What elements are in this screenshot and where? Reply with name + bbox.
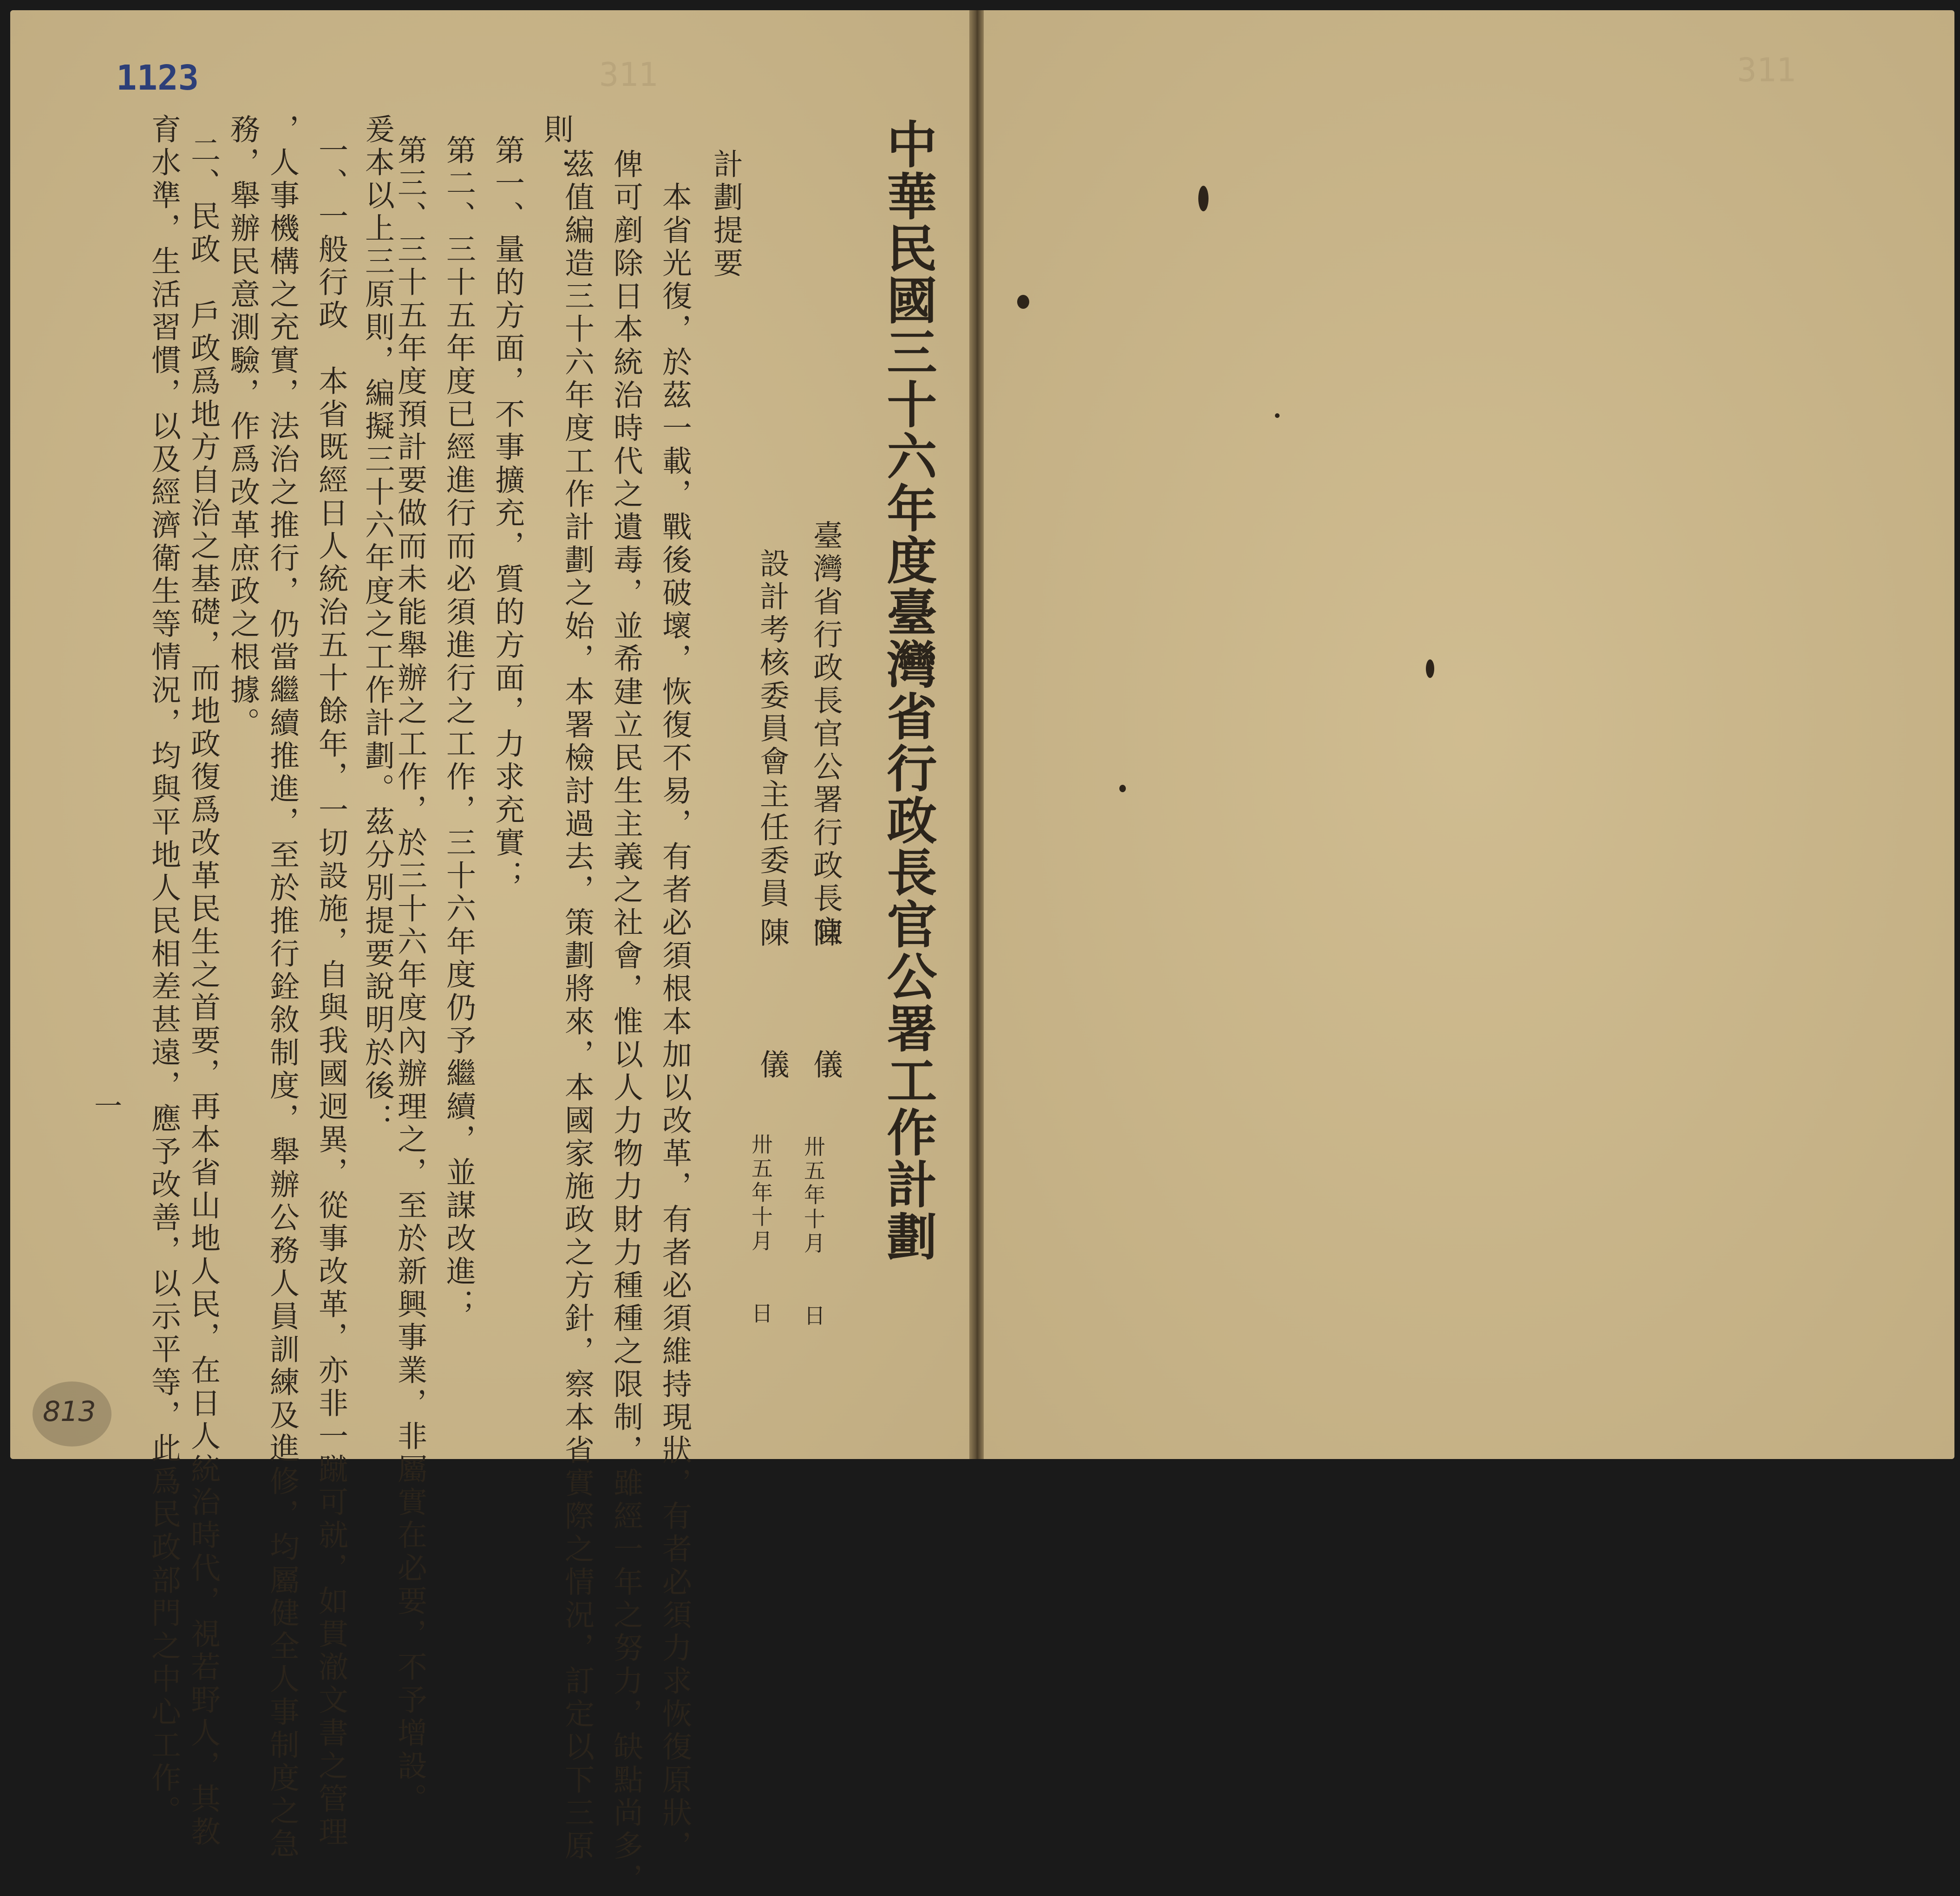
paragraph-line: ，人事機構之充實，法治之推行，仍當繼續推進，至於推行銓敘制度，舉辦公務人員訓練及進修，均屬健全人事制度之急 <box>265 114 299 1861</box>
library-stamp <box>33 1381 111 1446</box>
document-title: 中華民國三十六年度臺灣省行政長官公署工作計劃 <box>878 118 937 1263</box>
paragraph-line: 一、一般行政 本省既經日人統治五十餘年，一切設施，自與我國迥異，從事改革，亦非一蹴可就，如貫澈文書之管理 <box>314 135 348 1849</box>
book-gutter <box>969 10 984 1459</box>
paragraph-line: 第一、量的方面，不事擴充，質的方面，力求充實； <box>490 135 524 893</box>
folio-mark: 一 <box>90 1091 122 1119</box>
paragraph-line: 二、民政 戶政爲地方自治之基礎，而地政復爲改革民生之首要，再本省山地人民，在日人統治時代，視若野人，其教 <box>186 135 220 1849</box>
paragraph-line: 第二、三十五年度已經進行而必須進行之工作，三十六年度仍予繼續，並謀改進； <box>441 135 476 1322</box>
paragraph-line: 育水準，生活習慣，以及經濟衛生等情況，均與平地人民相差甚遠，應予改善，以示平等，此爲民政部門之中心工作。 <box>146 114 181 1828</box>
right-page-blank <box>984 10 1954 1459</box>
signature-date-2: 卅五年十月 日 <box>748 1133 773 1326</box>
signature-name-2: 陳 儀 <box>755 917 789 1082</box>
signature-office-1: 臺灣省行政長官公署行政長官 <box>808 520 843 949</box>
stamp-number: 813 <box>43 1395 96 1428</box>
paragraph-line: 本省光復，於茲一載，戰後破壞，恢復不易，有者必須根本加以改革，有者必須維持現狀，有者必須力求恢復原狀， <box>657 149 692 1863</box>
signature-name-1: 陳 儀 <box>808 917 843 1082</box>
ghost-page-number-right: 311 <box>1737 51 1796 89</box>
paragraph-line: 爰本以上三原則，編擬三十六年度之工作計劃。茲分別提要說明於後： <box>360 114 394 1136</box>
signature-date-1: 卅五年十月 日 <box>801 1135 826 1329</box>
page-number: 1123 <box>116 58 199 98</box>
paper-spot <box>1119 785 1126 792</box>
paper-spot <box>1017 295 1029 309</box>
signature-office-2: 設計考核委員會主任委員 <box>755 548 789 911</box>
paper-spot <box>1426 659 1434 678</box>
paper-spot <box>1275 413 1280 418</box>
section-heading: 計劃提要 <box>708 149 743 280</box>
paragraph-line: 茲值編造三十六年度工作計劃之始，本署檢討過去，策劃將來，本國家施政之方針，察本省實際之情況，訂定以下三原 <box>560 149 594 1863</box>
paragraph-line: 第三、三十五年度預計要做而未能舉辦之工作，於三十六年度內辦理之，至於新興事業，非屬實在必要，不予增設。 <box>392 135 427 1816</box>
paper-spot <box>1198 186 1209 211</box>
ghost-page-number-left: 311 <box>599 56 658 94</box>
paragraph-line: 俾可剷除日本統治時代之遺毒，並希建立民生主義之社會，惟以人力物力財力種種之限制，雖經一年之努力，缺點尚多， <box>608 149 643 1896</box>
paragraph-line: 則： <box>539 114 573 180</box>
paragraph-line: 務，舉辦民意測驗，作爲改革庶政之根據。 <box>225 114 260 740</box>
